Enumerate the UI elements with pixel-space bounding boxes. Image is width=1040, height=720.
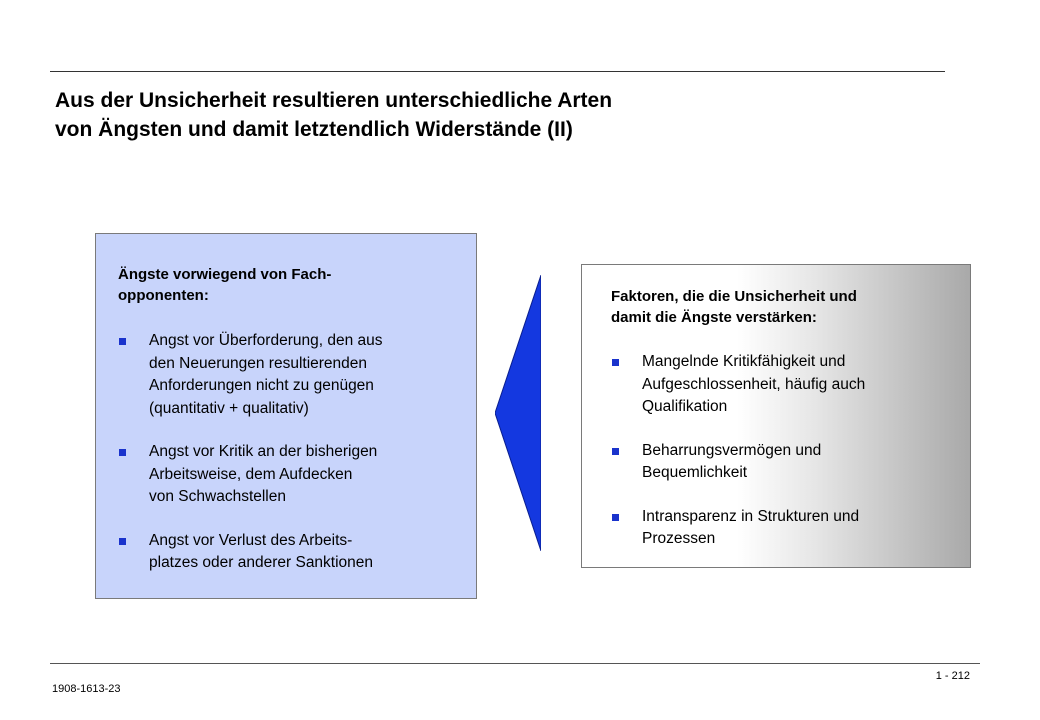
left-panel-heading-line-2: opponenten: [118, 287, 209, 304]
list-item-line: Angst vor Kritik an der bisherigen [149, 443, 378, 460]
slide-title [55, 86, 955, 144]
list-item [118, 530, 383, 575]
list-item [611, 440, 865, 485]
list-item-line: Anforderungen nicht zu genügen [149, 377, 374, 394]
bottom-divider [50, 663, 980, 664]
square-bullet-icon [612, 448, 619, 455]
slide-title-line-1: Aus der Unsicherheit resultieren unterschiedliche Arten [55, 89, 613, 112]
list-item-line: von Schwachstellen [149, 488, 286, 505]
top-divider [50, 71, 945, 72]
list-item-line: Angst vor Verlust des Arbeits- [149, 531, 353, 549]
square-bullet-icon [119, 338, 126, 345]
list-item-line: Angst vor Überforderung, den aus [149, 332, 383, 349]
list-item [611, 351, 865, 419]
list-item-line: Intransparenz in Strukturen und [642, 507, 860, 525]
right-panel-factors [581, 264, 971, 568]
list-item [118, 441, 383, 509]
list-item-line: Arbeitsweise, dem Aufdecken [149, 465, 353, 483]
right-panel-heading-line-1: Faktoren, die die Unsicherheit und [611, 288, 857, 305]
list-item-line: Aufgeschlossenheit, häufig auch [642, 375, 866, 393]
document-id: 1908-1613-23 [52, 683, 121, 695]
square-bullet-icon [612, 359, 619, 366]
list-item-line: (quantitativ + qualitativ) [149, 399, 309, 417]
list-item [118, 330, 383, 420]
list-item-line: Qualifikation [642, 398, 728, 415]
list-item-line: Mangelnde Kritikfähigkeit und [642, 353, 846, 370]
square-bullet-icon [119, 449, 126, 456]
list-item [611, 506, 865, 551]
right-panel-list [611, 351, 865, 572]
list-item-line: den Neuerungen resultierenden [149, 354, 368, 372]
slide-title-line-2: von Ängsten und damit letztendlich Widerstände (II) [55, 118, 573, 141]
right-panel-heading [611, 286, 857, 328]
list-item-line: platzes oder anderer Sanktionen [149, 554, 374, 571]
left-panel-fears [95, 233, 477, 599]
left-panel-list [118, 330, 383, 596]
page-number: 1 - 212 [935, 670, 970, 682]
list-item-line: Bequemlichkeit [642, 464, 748, 481]
left-panel-heading-line-1: Ängste vorwiegend von Fach- [118, 266, 332, 283]
arrow-left-icon [495, 275, 541, 551]
square-bullet-icon [119, 538, 126, 545]
right-panel-heading-line-2: damit die Ängste verstärken: [611, 309, 817, 326]
left-panel-heading [118, 264, 331, 306]
list-item-line: Beharrungsvermögen und [642, 441, 822, 459]
square-bullet-icon [612, 514, 619, 521]
list-item-line: Prozessen [642, 530, 716, 547]
